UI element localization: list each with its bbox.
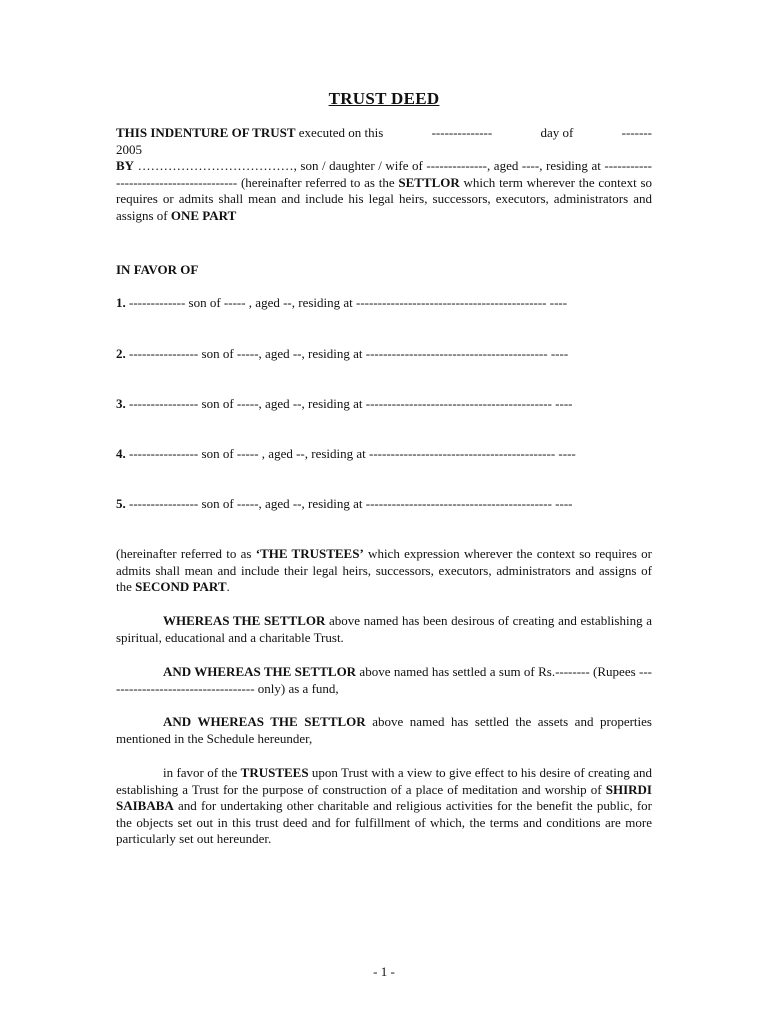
indenture-heading: THIS INDENTURE OF TRUST [116, 125, 296, 140]
trustee-entry-3: 3. ---------------- son of -----, aged --, residing at ------------------------------------------- ---- [116, 396, 573, 411]
settlor-clause: BY ………………………………, son / daughter / wife of --------------, aged ----, residing at --------------------------------------- (hereinafter referred to as the SETTLOR which term wherever the context so requires or admits shall mean and include his legal heirs, successors, executors, administrators and assigns of ONE PART [116, 158, 652, 223]
whereas-paragraph-3: AND WHEREAS THE SETTLOR above named has settled the assets and properties mentioned in the Schedule hereunder, [116, 714, 652, 746]
trust-purpose-paragraph: in favor of the TRUSTEES upon Trust with a view to give effect to his desire of creating and establishing a Trust for the purpose of construction of a place of meditation and worship of SHIRDI SAIBABA and for undertaking other charitable and religious activities for the benefit the public, for the objects set out in this trust deed and for fulfillment of which, the terms and conditions are more particularly set out hereunder. [116, 765, 652, 846]
trustee-entry-5: 5. ---------------- son of -----, aged --, residing at ------------------------------------------- ---- [116, 496, 573, 511]
trustees-definition-paragraph: (hereinafter referred to as ‘THE TRUSTEES’ which expression wherever the context so requires or admits shall mean and include their legal heirs, successors, executors, administrators and assigns of the SECOND PART. [116, 546, 653, 594]
trustee-entry-2: 2. ---------------- son of -----, aged --, residing at ------------------------------------------ ---- [116, 346, 569, 361]
document-title: TRUST DEED [328, 89, 440, 108]
date-blank: -------------- [431, 125, 493, 140]
trustee-entry-4: 4. ---------------- son of ----- , aged --, residing at ------------------------------------------- ---- [116, 446, 576, 461]
whereas-paragraph-1: WHEREAS THE SETTLOR above named has been desirous of creating and establishing a spiritual, educational and a charitable Trust. [116, 613, 652, 645]
trustee-entry-1: 1. ------------- son of ----- , aged --, residing at -------------------------------------------- ---- [116, 295, 568, 310]
indenture-year: 2005 [116, 141, 142, 157]
in-favor-of-heading: IN FAVOR OF [116, 262, 199, 277]
indenture-paragraph [116, 125, 652, 224]
whereas-paragraph-2: AND WHEREAS THE SETTLOR above named has settled a sum of Rs.-------- (Rupees ----------------------------------- only) as a fund, [116, 664, 652, 696]
indenture-first-line: THIS INDENTURE OF TRUST executed on this -------------- day of ------- [116, 125, 652, 140]
month-blank: ------- [621, 125, 652, 140]
page-number: - 1 - [373, 964, 395, 979]
